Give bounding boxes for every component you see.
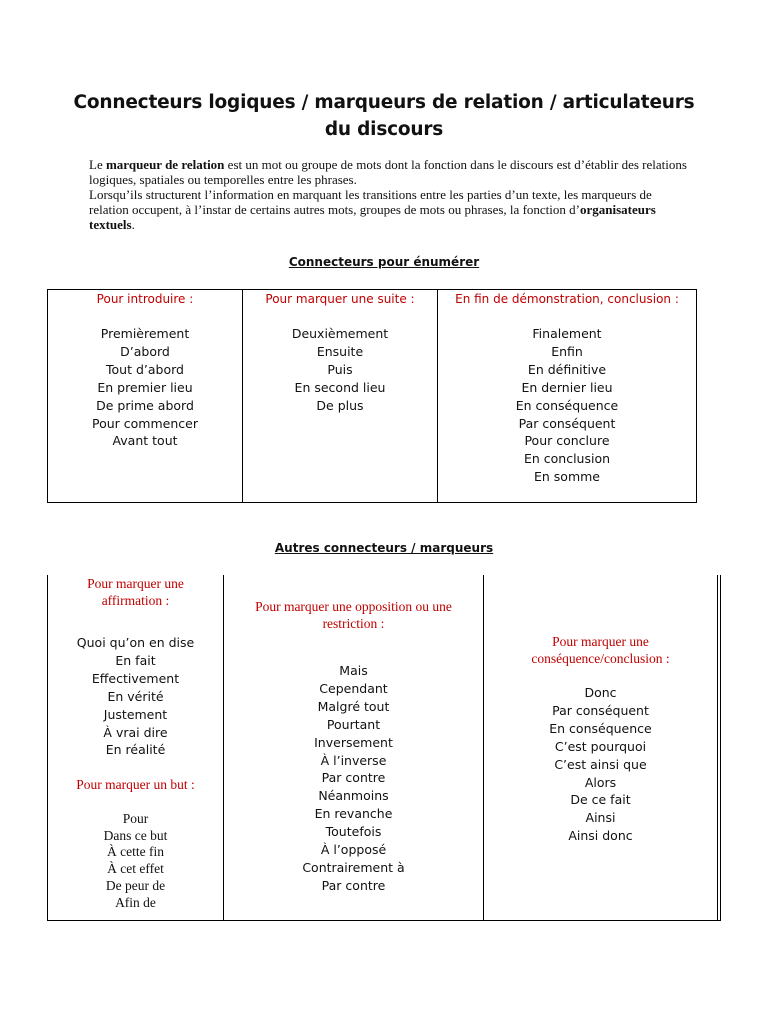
- list-item: C’est pourquoi: [554, 738, 647, 754]
- table-enumerer: [47, 289, 697, 503]
- item-list: [224, 662, 483, 895]
- list-item: Tout d’abord: [106, 361, 184, 377]
- list-item: Effectivement: [91, 670, 180, 686]
- item-list: [243, 325, 437, 415]
- list-item: En réalité: [105, 742, 166, 758]
- list-item: Malgré tout: [317, 698, 390, 714]
- item-list: [484, 684, 717, 845]
- list-item: À cette fin: [107, 844, 164, 860]
- list-item: En conclusion: [523, 451, 611, 467]
- intro-paragraph-1: Le marqueur de relation est un mot ou groupe de mots dont la fonction dans le discours est d’établir des relations logiques, spatiales ou temporelles entre les phrases.: [89, 157, 687, 187]
- list-item: Ainsi donc: [568, 828, 633, 844]
- list-item: Néanmoins: [318, 788, 389, 804]
- list-item: Par conséquent: [552, 702, 649, 718]
- list-item: Pourtant: [326, 716, 381, 732]
- column-affirmation-but: [48, 576, 223, 912]
- list-item: Finalement: [532, 326, 602, 341]
- list-item: De prime abord: [96, 397, 194, 413]
- list-item: À l’inverse: [320, 752, 387, 768]
- organisateurs-textuels-term: organisateurs textuels: [89, 202, 656, 232]
- list-item: Par contre: [321, 770, 386, 786]
- list-item: Pour: [122, 810, 149, 826]
- intro-text: [89, 157, 689, 232]
- list-item: Dans ce but: [103, 827, 168, 843]
- marqueur-de-relation-term: marqueur de relation: [105, 157, 225, 172]
- list-item: En conséquence: [515, 397, 619, 413]
- list-item: En second lieu: [294, 379, 386, 395]
- list-item: De peur de: [105, 878, 166, 894]
- list-item: Par conséquent: [518, 415, 616, 431]
- list-item: Puis: [327, 361, 353, 377]
- item-list: [48, 811, 223, 912]
- item-list: [48, 325, 242, 450]
- list-item: En définitive: [527, 361, 607, 377]
- intro-paragraph-2: Lorsqu’ils structurent l’information en marquant les transitions entre les parties d’un texte, les marqueurs de relation occupent, à l’instar de certains autres mots, groupes de mots ou phrases, la fonction d’organisateurs textuels.: [89, 187, 656, 232]
- column-suite: [243, 290, 437, 502]
- list-item: Pour commencer: [92, 415, 198, 431]
- list-item: Ainsi: [585, 810, 616, 826]
- table-autres-connecteurs: [47, 575, 721, 921]
- list-item: Contrairement à: [302, 859, 405, 875]
- item-list: [48, 634, 223, 759]
- list-item: Cependant: [319, 680, 388, 696]
- list-item: En fait: [115, 652, 156, 668]
- list-item: En revanche: [314, 806, 393, 822]
- table-border-right: [717, 575, 718, 921]
- column-consequence: [484, 634, 717, 845]
- list-item: De plus: [316, 397, 364, 413]
- list-item: Quoi qu’on en dise: [76, 635, 195, 650]
- list-item: En conséquence: [549, 720, 652, 736]
- section-heading-enumerer: Connecteurs pour énumérer: [288, 255, 480, 269]
- list-item: D’abord: [120, 343, 170, 359]
- list-item: Donc: [584, 685, 617, 700]
- list-item: À vrai dire: [103, 724, 168, 740]
- list-item: En dernier lieu: [521, 379, 613, 395]
- column-header: Pour marquer une opposition ou une restriction :: [255, 599, 452, 631]
- list-item: En vérité: [107, 688, 164, 704]
- column-header: Pour marquer une affirmation :: [87, 576, 184, 608]
- list-item: De ce fait: [570, 792, 631, 808]
- list-item: En premier lieu: [97, 379, 193, 395]
- column-header: Pour marquer une conséquence/conclusion :: [531, 634, 670, 666]
- list-item: Premièrement: [100, 326, 190, 341]
- list-item: Afin de: [115, 894, 156, 910]
- list-item: Enfin: [551, 343, 583, 359]
- list-item: Deuxièmement: [291, 326, 389, 341]
- list-item: Toutefois: [325, 824, 382, 840]
- list-item: Inversement: [314, 734, 393, 750]
- column-conclusion: [438, 290, 696, 502]
- list-item: Pour conclure: [524, 433, 610, 449]
- column-header-but: Pour marquer un but :: [76, 777, 195, 793]
- list-item: Avant tout: [112, 433, 178, 449]
- column-header: En fin de démonstration, conclusion :: [455, 292, 679, 306]
- list-item: Ensuite: [316, 343, 364, 359]
- table-border-right-double: [720, 575, 721, 921]
- list-item: Par contre: [321, 877, 386, 893]
- item-list: [438, 325, 696, 486]
- column-header: Pour marquer une suite :: [265, 292, 415, 306]
- list-item: Justement: [103, 706, 168, 722]
- list-item: À l’opposé: [320, 842, 387, 858]
- list-item: C’est ainsi que: [554, 756, 647, 772]
- table-border-bottom: [47, 920, 721, 921]
- column-opposition: [224, 599, 483, 895]
- list-item: Alors: [584, 774, 617, 790]
- column-introduire: [48, 290, 242, 502]
- list-item: En somme: [534, 469, 600, 485]
- section-heading-autres: Autres connecteurs / marqueurs: [274, 541, 494, 555]
- column-header: Pour introduire :: [96, 292, 194, 306]
- list-item: À cet effet: [107, 861, 164, 877]
- list-item: Mais: [339, 663, 368, 678]
- page-title: Connecteurs logiques / marqueurs de relation / articulateurs du discours: [73, 92, 695, 140]
